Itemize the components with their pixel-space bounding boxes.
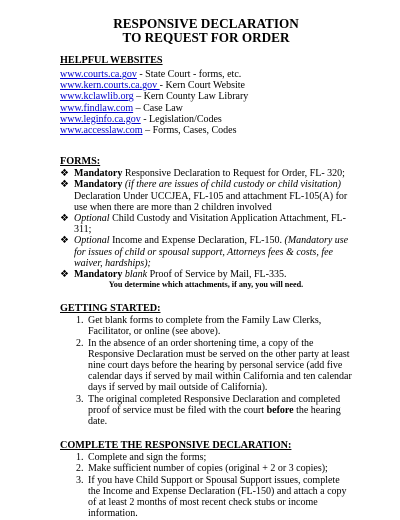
list-item-text: the hearing date. xyxy=(88,404,341,428)
website-item xyxy=(60,80,352,91)
website-desc: - State Court - forms, etc. xyxy=(136,69,242,80)
diamond-bullet-icon: ❖ xyxy=(60,213,69,225)
form-item xyxy=(60,168,352,179)
website-desc: - Kern Court Website xyxy=(159,80,245,92)
website-link[interactable]: www.courts.ca.gov xyxy=(60,69,137,80)
attachments-note: You determine which attachments, if any, you will need. xyxy=(108,280,304,290)
website-item xyxy=(60,114,352,125)
forms-list xyxy=(60,168,352,280)
website-item xyxy=(60,91,352,102)
complete-declaration-list xyxy=(60,452,352,519)
diamond-bullet-icon: ❖ xyxy=(60,235,69,247)
list-item xyxy=(86,394,352,428)
form-text: Responsive Declaration to Request for Order, FL- 320; xyxy=(122,168,345,180)
diamond-bullet-icon: ❖ xyxy=(60,269,69,281)
website-link[interactable]: www.accesslaw.com xyxy=(60,125,143,137)
document-title-line2: TO REQUEST FOR ORDER xyxy=(122,30,290,45)
form-status: Mandatory xyxy=(74,168,123,180)
website-link[interactable]: www.kern.courts.ca.gov xyxy=(60,80,160,92)
form-item xyxy=(60,179,352,213)
forms-heading: FORMS: xyxy=(60,156,101,168)
website-item xyxy=(60,103,352,114)
form-text: Child Custody and Visitation Application Attachment, FL-311; xyxy=(74,213,346,236)
form-blank: blank xyxy=(122,269,148,281)
list-item: 2. In the absence of an order shortening time, a copy of the Responsive Declaration must be served on the other party at least nine court days before the hearing by personal service (add five calendar days if served by mail within California and ten calendar days if served by mail outside of California). xyxy=(86,338,352,394)
form-status: Mandatory xyxy=(74,179,123,191)
form-status: Optional xyxy=(74,235,110,247)
form-status: Mandatory xyxy=(74,269,123,281)
website-desc: – Forms, Cases, Codes xyxy=(142,125,237,137)
document-title-line1: RESPONSIVE DECLARATION xyxy=(113,16,299,31)
website-desc: – Case Law xyxy=(133,102,183,114)
diamond-bullet-icon: ❖ xyxy=(60,168,69,180)
form-condition: (if there are issues of child custody or child visitation) xyxy=(122,179,342,191)
helpful-websites-heading: HELPFUL WEBSITES xyxy=(60,55,163,66)
list-item: 1. Get blank forms to complete from the Family Law Clerks, Facilitator, or online (see above). xyxy=(86,315,352,337)
form-condition: (Mandatory use for issues of child or spousal support, Attorneys fees & costs, fee waiver, hardships); xyxy=(74,235,349,269)
list-item-text: The original completed Responsive Declaration and completed proof of service must be filed with the court xyxy=(88,393,341,416)
list-item: 1. Complete and sign the forms; xyxy=(86,452,352,463)
form-text: Income and Expense Declaration, FL-150. xyxy=(109,235,285,247)
complete-declaration-heading: COMPLETE THE RESPONSIVE DECLARATION: xyxy=(60,440,292,452)
website-link[interactable]: www.findlaw.com xyxy=(60,102,134,114)
getting-started-heading: GETTING STARTED: xyxy=(60,303,161,315)
website-link[interactable]: www.leginfo.ca.gov xyxy=(60,113,141,125)
list-item: 2. Make sufficient number of copies (original + 2 or 3 copies); xyxy=(86,463,352,474)
website-desc: - Legislation/Codes xyxy=(140,113,222,125)
website-link[interactable]: www.kclawlib.org xyxy=(60,91,134,103)
website-item xyxy=(60,125,352,136)
getting-started-list xyxy=(60,315,352,427)
list-item: 3. If you have Child Support or Spousal Support issues, complete the Income and Expense Declaration (FL-150) and attach a copy of at least 2 months of most recent check stubs or income information. xyxy=(86,475,352,520)
form-item xyxy=(60,269,352,280)
diamond-bullet-icon: ❖ xyxy=(60,179,69,191)
form-status: Optional xyxy=(74,213,110,225)
form-item xyxy=(60,213,352,235)
website-item xyxy=(60,69,352,80)
website-desc: – Kern County Law Library xyxy=(133,91,249,103)
form-text: Declaration Under UCCJEA, FL-105 and attachment FL-105(A) for use when there are more than 2 children involved xyxy=(74,190,348,213)
list-item-emphasis: before xyxy=(266,404,294,416)
form-text: Proof of Service by Mail, FL-335. xyxy=(147,269,287,281)
websites-list xyxy=(60,69,352,136)
form-item xyxy=(60,235,352,269)
